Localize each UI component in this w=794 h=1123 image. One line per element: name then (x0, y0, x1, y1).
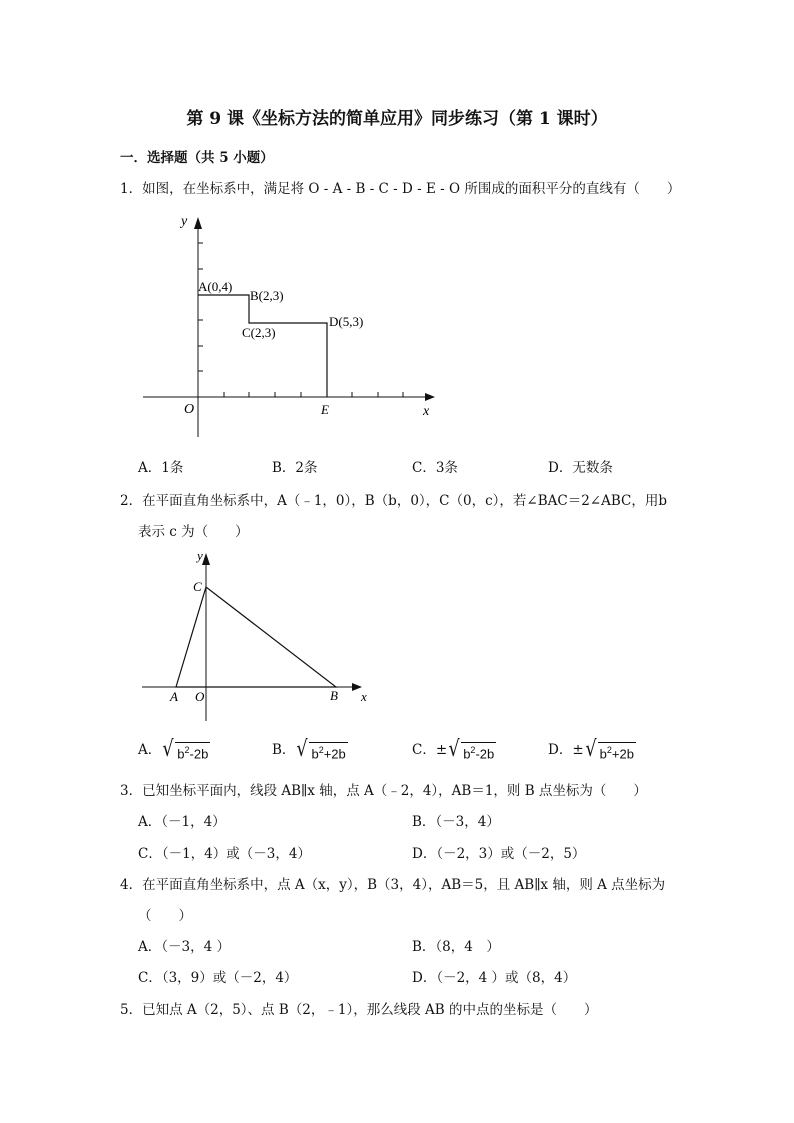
q2-option-d: D．± √ $b^2+2b$ (548, 737, 634, 763)
q4-option-c: C．（3，9）或（－2，4） (138, 970, 298, 986)
q3-option-c: C．（－1，4）或（－3，4） (138, 846, 311, 862)
q1-option-d: D．无数条 (548, 460, 613, 476)
origin-label: O (184, 402, 195, 417)
y-axis-arrow-icon (194, 217, 202, 229)
x-axis-ticks (224, 392, 403, 397)
y-axis-label: y (181, 214, 188, 229)
point-c-label: C(2,3) (242, 325, 276, 340)
q4-option-d: D．（－2，4 ）或（8，4） (412, 970, 577, 986)
origin-label: O (195, 689, 205, 704)
question-4-text-line2: （ ） (138, 908, 192, 924)
x-axis-label: x (361, 689, 367, 704)
q1-option-c: C．3条 (412, 460, 458, 476)
staircase-outline (198, 295, 327, 397)
point-e-label: E (321, 402, 329, 417)
sqrt-expression: √ $b^2-2b$ (448, 737, 495, 763)
q3-option-b: B．（－3，4） (412, 814, 500, 830)
point-b-label: B (330, 688, 338, 703)
question-2-text-line1: 2．在平面直角坐标系中，A（﹣1，0），B（b，0），C（0，c），若∠BAC＝2∠ABC，用b (120, 493, 667, 509)
question-4-text-line1: 4．在平面直角坐标系中，点 A（x，y），B（3，4），AB＝5，且 AB∥x 轴，则 A 点坐标为 (120, 877, 666, 893)
point-b-label: B(2,3) (250, 288, 284, 303)
y-axis-label: y (197, 548, 203, 563)
q3-option-d: D．（－2，3）或（－2，5） (412, 846, 586, 862)
x-axis-arrow-icon (425, 393, 435, 401)
question-2-text-line2: 表示 c 为（ ） (138, 524, 249, 540)
q4-option-b: B．（8，4 ） (412, 939, 500, 955)
page-title: 第 9 课《坐标方法的简单应用》同步练习（第 1 课时） (186, 109, 608, 129)
point-a-label: A(0,4) (198, 279, 233, 294)
q1-option-b: B．2条 (272, 460, 318, 476)
q1-option-a: A．1条 (138, 460, 184, 476)
q2-option-b: B． √ $b^2+2b$ (272, 737, 346, 763)
question-2-figure (138, 545, 378, 730)
sqrt-expression: √ $b^2-2b$ (162, 737, 209, 763)
point-d-label: D(5,3) (329, 314, 364, 329)
x-axis-label: x (423, 404, 430, 419)
q4-option-a: A．（－3，4 ） (138, 939, 230, 955)
sqrt-expression: √ $b^2+2b$ (296, 737, 346, 763)
y-axis-arrow-icon (202, 553, 210, 565)
point-a-label: A (170, 689, 178, 704)
triangle-abc (176, 587, 336, 687)
section-heading: 一．选择题（共 5 小题） (120, 150, 274, 166)
y-axis-ticks (198, 243, 203, 371)
q3-option-a: A．（－1，4） (138, 814, 226, 830)
q2-option-a: A． √ $b^2-2b$ (138, 737, 209, 763)
point-c-label: C (193, 579, 202, 594)
sqrt-expression: √ $b^2+2b$ (585, 737, 634, 763)
question-1-text: 1．如图，在坐标系中，满足将 O - A - B - C - D - E - O 所围成的面积平分的直线有（ ） (120, 181, 681, 197)
question-1-figure (135, 205, 445, 445)
question-5-text: 5．已知点 A（2，5）、点 B（2，﹣1），那么线段 AB 的中点的坐标是（ ） (120, 1002, 598, 1018)
question-3-text: 3．已知坐标平面内，线段 AB∥x 轴，点 A（﹣2，4），AB＝1，则 B 点坐标为（ ） (120, 783, 647, 799)
q2-option-c: C．± √ $b^2-2b$ (412, 737, 495, 763)
